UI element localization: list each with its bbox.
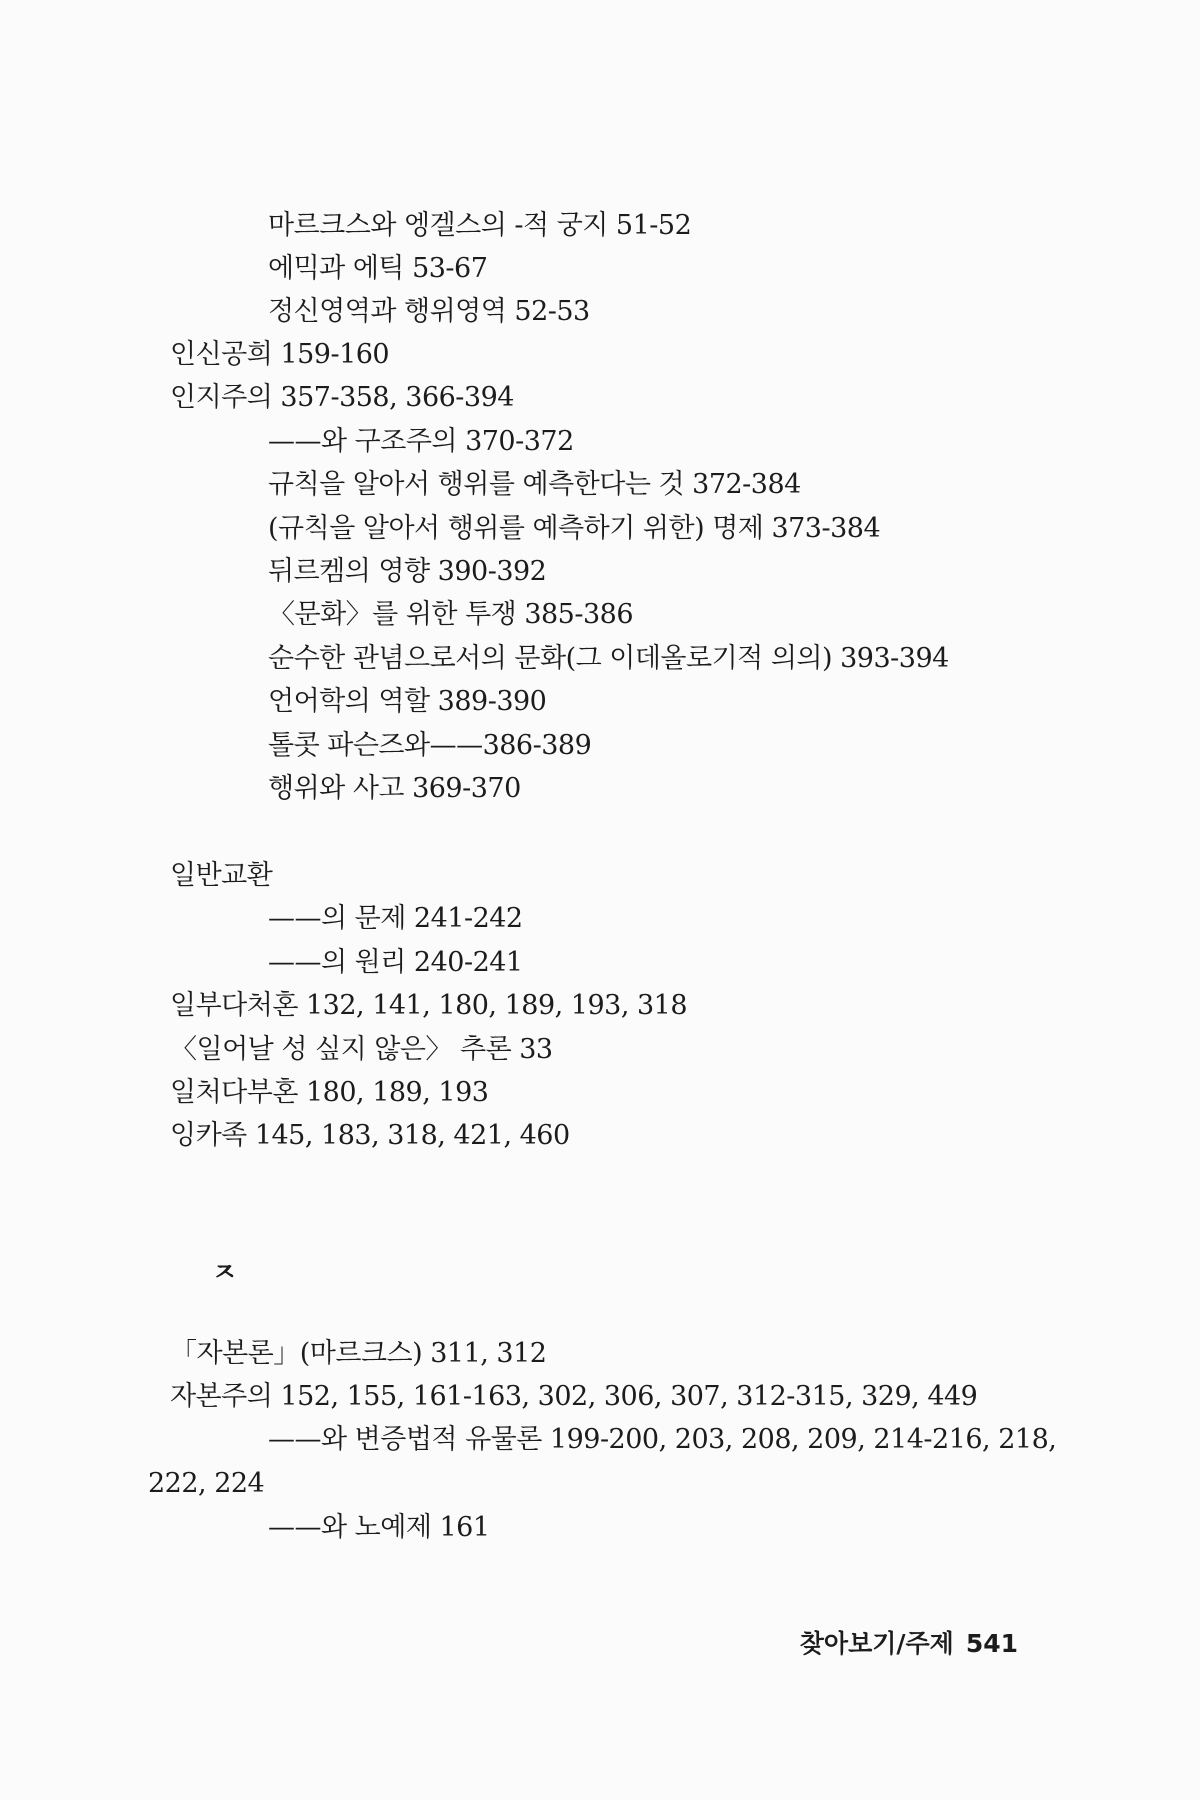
index-subentry: (규칙을 알아서 행위를 예측하기 위한) 명제 373-384 <box>268 513 881 544</box>
index-subentry: 에믹과 에틱 53-67 <box>268 253 488 284</box>
index-entry: 「자본론」(마르크스) 311, 312 <box>170 1338 547 1369</box>
page-footer <box>800 1624 1018 1660</box>
index-entry: 〈일어날 성 싶지 않은〉 추론 33 <box>170 1034 553 1065</box>
index-entry: 일반교환 <box>170 860 273 891</box>
index-subentry: ——의 문제 241-242 <box>268 903 523 934</box>
index-subentry: ——와 변증법적 유물론 199-200, 203, 208, 209, 214-216, 218, <box>268 1424 1057 1455</box>
index-subentry: ——의 원리 240-241 <box>268 947 523 978</box>
index-entry: 인지주의 357-358, 366-394 <box>170 382 514 413</box>
index-subentry: 행위와 사고 369-370 <box>268 773 521 804</box>
index-subentry: 언어학의 역할 389-390 <box>268 686 547 717</box>
index-subentry: 마르크스와 엥겔스의 -적 궁지 51-52 <box>268 210 692 241</box>
running-title: 찾아보기/주제 <box>799 1629 954 1658</box>
index-subentry: 뒤르켐의 영향 390-392 <box>268 556 547 587</box>
index-subentry: 톨콧 파슨즈와——386-389 <box>268 730 592 761</box>
page-number: 541 <box>965 1629 1018 1658</box>
index-subentry: 순수한 관념으로서의 문화(그 이데올로기적 의의) 393-394 <box>268 643 949 674</box>
index-entry: 잉카족 145, 183, 318, 421, 460 <box>170 1120 570 1151</box>
section-heading: ㅈ <box>212 1258 238 1288</box>
index-subentry: 규칙을 알아서 행위를 예측한다는 것 372-384 <box>268 469 801 500</box>
index-continuation: 222, 224 <box>148 1468 265 1499</box>
index-entry: 일부다처혼 132, 141, 180, 189, 193, 318 <box>170 990 688 1021</box>
index-subentry: ——와 구조주의 370-372 <box>268 426 574 457</box>
index-subentry: 정신영역과 행위영역 52-53 <box>268 296 590 327</box>
index-entry: 자본주의 152, 155, 161-163, 302, 306, 307, 312-315, 329, 449 <box>170 1381 978 1412</box>
index-entry: 인신공희 159-160 <box>170 339 390 370</box>
index-subentry: 〈문화〉를 위한 투쟁 385-386 <box>268 599 634 630</box>
index-entry: 일처다부혼 180, 189, 193 <box>170 1077 489 1108</box>
index-subentry: ——와 노예제 161 <box>268 1512 490 1543</box>
